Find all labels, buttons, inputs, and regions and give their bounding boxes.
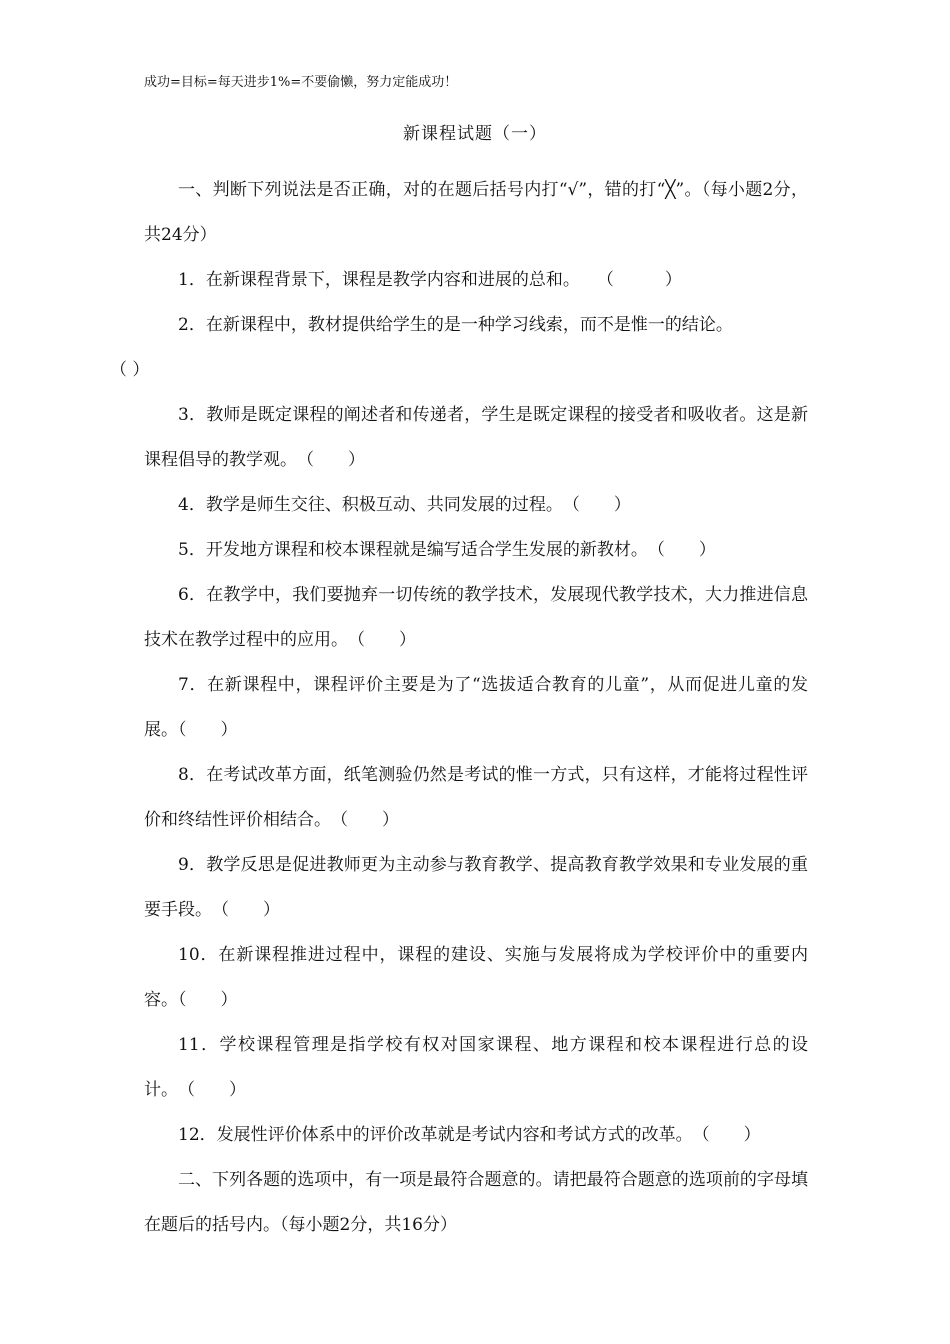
question-number: 5． [178,540,206,560]
question-text: 教师是既定课程的阐述者和传递者，学生是既定课程的接受者和吸收者。这是新课程倡导的教学观。 [144,405,808,470]
question-number: 8． [178,765,207,785]
question-12 [144,1113,808,1158]
question-3 [144,393,808,483]
question-number: 4． [178,495,206,515]
header-motto: 成功=目标=每天进步1%=不要偷懒，努力定能成功！ [144,75,458,90]
question-number: 6． [178,585,207,605]
question-number: 2． [178,315,206,335]
question-number: 3． [178,405,207,425]
answer-blank: （ ） [639,540,716,560]
question-number: 12． [178,1125,217,1145]
question-11 [144,1023,808,1113]
question-number: 1． [178,270,206,290]
question-text: 学校课程管理是指学校有权对国家课程、地方课程和校本课程进行总的设计。 [144,1035,809,1100]
answer-blank: （ ） [288,450,365,470]
question-text: 在考试改革方面，纸笔测验仍然是考试的惟一方式，只有这样，才能将过程性评价和终结性评价相结合。 [144,765,808,830]
section2-instruction: 二、下列各题的选项中，有一项是最符合题意的。请把最符合题意的选项前的字母填在题后的括号内。（每小题2分，共16分） [144,1170,808,1235]
answer-blank: （ ） [110,360,150,380]
question-10 [144,933,808,1023]
answer-blank: （ ） [322,810,399,830]
question-number: 11． [178,1035,220,1055]
question-text: 在新课程中，课程评价主要是为了“选拔适合教育的儿童”，从而促进儿童的发展。 [144,675,808,740]
question-8 [144,753,808,843]
question-1 [144,258,808,303]
answer-blank: （ ） [178,720,238,740]
answer-blank: （ ） [571,270,682,290]
answer-blank: （ ） [203,900,280,920]
question-number: 7． [178,675,208,695]
question-4 [144,483,808,528]
question-text: 开发地方课程和校本课程就是编写适合学生发展的新教材。 [205,540,640,560]
answer-blank: （ ） [169,1080,246,1100]
question-number: 9． [178,855,207,875]
exam-content [110,168,809,1248]
question-text: 在新课程背景下，课程是教学内容和进展的总和。 [205,270,572,290]
question-text: 教学反思是促进教师更为主动参与教育教学、提高教育教学效果和专业发展的重要手段。 [144,855,808,920]
question-text: 在新课程中，教材提供给学生的是一种学习线索，而不是惟一的结论。 [205,315,733,335]
question-text: 教学是师生交往、积极互动、共同发展的过程。 [205,495,555,515]
answer-blank: （ ） [554,495,631,515]
page-title: 新课程试题（一） [403,124,547,144]
question-6 [144,573,808,663]
question-number: 10． [178,945,219,965]
question-9 [144,843,808,933]
question-text: 在教学中，我们要抛弃一切传统的教学技术，发展现代教学技术，大力推进信息技术在教学过程中的应用。 [144,585,808,650]
question-5 [144,528,808,573]
section1-instruction: 一、判断下列说法是否正确，对的在题后括号内打“√”，错的打“╳”。（每小题2分，共24分） [144,180,808,245]
question-text: 发展性评价体系中的评价改革就是考试内容和考试方式的改革。 [216,1125,685,1145]
answer-blank: （ ） [684,1125,761,1145]
answer-blank: （ ） [178,990,238,1010]
question-7 [144,663,808,753]
question-text: 在新课程推进过程中，课程的建设、实施与发展将成为学校评价中的重要内容。 [144,945,808,1010]
question-2 [110,303,808,393]
answer-blank: （ ） [339,630,416,650]
